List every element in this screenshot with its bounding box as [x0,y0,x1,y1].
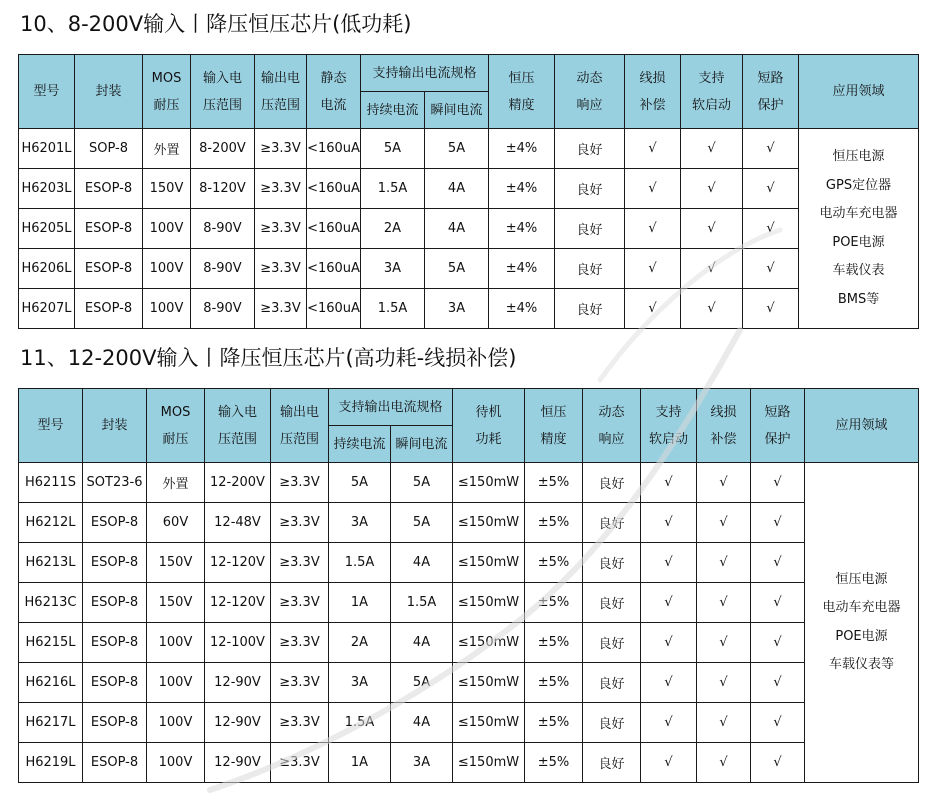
table-cell: <160uA [307,209,361,249]
table-cell: 1.5A [329,703,391,743]
table-cell: 外置 [143,129,191,169]
table-cell: H6207L [19,289,75,329]
table-cell: 2A [361,209,425,249]
header-accuracy-l1: 恒压 [508,70,535,86]
header-line-comp [625,55,681,129]
table-cell: 4A [425,209,489,249]
table-cell: 3A [361,249,425,289]
header-mos [143,55,191,129]
table-cell: 5A [391,503,453,543]
application-item: 电动车充电器 [822,600,901,615]
table-cell: ≥3.3V [271,623,329,663]
table-cell: 100V [143,209,191,249]
table-cell: ≤150mW [453,503,525,543]
header-package: 封装 [83,389,147,463]
table-cell: 良好 [555,249,625,289]
header-application: 应用领域 [799,55,919,129]
table-cell: H6216L [19,663,83,703]
header-model: 型号 [19,55,75,129]
application-cell [799,129,919,329]
table-cell: √ [625,289,681,329]
table-cell: 良好 [555,289,625,329]
spec-table-1 [18,54,919,329]
table-cell: 3A [329,663,391,703]
table-cell: ±5% [525,623,583,663]
header-mos [147,389,205,463]
table-1-body [19,129,919,329]
table-cell: 60V [147,503,205,543]
table-cell: H6213L [19,543,83,583]
table-cell: 100V [143,289,191,329]
header-current-group: 支持输出电流规格 [329,389,453,426]
table-cell: ESOP-8 [75,169,143,209]
header-vin-l1: 输入电 [217,404,257,420]
table-cell: √ [743,209,799,249]
header-standby-l2: 功耗 [475,431,502,447]
table-cell: H6217L [19,703,83,743]
table-row [19,503,919,543]
header-package: 封装 [75,55,143,129]
table-cell: SOT23-6 [83,463,147,503]
table-row [19,209,919,249]
table-cell: ≤150mW [453,463,525,503]
application-item: GPS定位器 [825,177,892,193]
table-cell: <160uA [307,169,361,209]
table-cell: 良好 [555,209,625,249]
table-cell: 良好 [583,503,641,543]
table-cell: ≥3.3V [255,129,307,169]
table-cell: ≤150mW [453,743,525,783]
table-cell: <160uA [307,289,361,329]
header-line-comp-l2: 补偿 [710,431,737,447]
header-short-l1: 短路 [764,404,791,420]
header-short [751,389,805,463]
table-cell: ±5% [525,463,583,503]
table-cell: 4A [391,623,453,663]
table-cell: ≥3.3V [271,743,329,783]
table-cell: 100V [143,249,191,289]
header-vout-l2: 压范围 [260,97,300,113]
header-dynamic-l2: 响应 [598,431,625,447]
header-soft-start-l2: 软启动 [692,97,732,113]
header-current-group: 支持输出电流规格 [361,55,489,92]
table-cell: √ [625,249,681,289]
table-cell: √ [751,543,805,583]
table-cell: √ [743,129,799,169]
header-short [743,55,799,129]
table-cell: 5A [361,129,425,169]
section-1-title: 10、8-200V输入丨降压恒压芯片(低功耗) [20,12,412,36]
header-application: 应用领域 [805,389,919,463]
application-cell [805,463,919,783]
table-cell: √ [697,703,751,743]
table-cell: <160uA [307,249,361,289]
table-cell: H6206L [19,249,75,289]
application-item: 电动车充电器 [819,206,898,221]
header-standby [453,389,525,463]
table-cell: ±4% [489,129,555,169]
table-cell: √ [751,703,805,743]
table-cell: 良好 [583,543,641,583]
table-cell: H6215L [19,623,83,663]
table-cell: 12-90V [205,703,271,743]
table-cell: ≥3.3V [255,169,307,209]
table-cell: ≥3.3V [255,249,307,289]
table-cell: 8-90V [191,249,255,289]
table-cell: √ [681,249,743,289]
table-cell: 12-100V [205,623,271,663]
header-accuracy-l1: 恒压 [540,404,567,420]
table-cell: SOP-8 [75,129,143,169]
table-cell: ≥3.3V [271,463,329,503]
table-row [19,583,919,623]
table-cell: 8-120V [191,169,255,209]
header-accuracy-l2: 精度 [540,431,567,447]
table-cell: ≤150mW [453,583,525,623]
table-cell: 良好 [583,623,641,663]
table-cell: 5A [391,663,453,703]
table-cell: 4A [425,169,489,209]
table-cell: 3A [391,743,453,783]
table-cell: √ [641,703,697,743]
table-cell: 100V [147,743,205,783]
header-soft-start-l1: 支持 [655,404,682,420]
header-vout [255,55,307,129]
table-cell: 100V [147,623,205,663]
table-cell: √ [681,169,743,209]
header-accuracy [525,389,583,463]
table-cell: √ [751,663,805,703]
table-cell: 8-90V [191,289,255,329]
header-iq-l1: 静态 [320,70,347,86]
table-row [19,703,919,743]
table-cell: ≥3.3V [271,583,329,623]
table-cell: 1.5A [391,583,453,623]
table-cell: H6201L [19,129,75,169]
table-cell: 12-90V [205,663,271,703]
header-short-l2: 保护 [764,431,791,447]
table-2-body [19,463,919,783]
table-cell: √ [697,503,751,543]
table-row [19,743,919,783]
header-accuracy [489,55,555,129]
table-cell: ESOP-8 [83,503,147,543]
table-cell: ±4% [489,169,555,209]
table-cell: ESOP-8 [83,663,147,703]
table-cell: 5A [425,249,489,289]
header-mos-l1: MOS [160,404,191,420]
table-cell: 100V [147,703,205,743]
table-cell: √ [681,129,743,169]
header-vin [191,55,255,129]
table-cell: 1.5A [329,543,391,583]
table-cell: √ [743,169,799,209]
header-dynamic-l2: 响应 [576,97,603,113]
header-mos-l2: 耐压 [153,97,180,113]
table-cell: ≥3.3V [255,209,307,249]
table-row [19,289,919,329]
header-mos-l1: MOS [151,70,182,86]
table-cell: H6203L [19,169,75,209]
table-cell: 5A [329,463,391,503]
table-cell: √ [697,623,751,663]
table-cell: 良好 [583,663,641,703]
header-mos-l2: 耐压 [162,431,189,447]
table-cell: ESOP-8 [83,543,147,583]
header-vout-l1: 输出电 [279,404,319,420]
header-short-l2: 保护 [757,97,784,113]
table-cell: 5A [391,463,453,503]
table-cell: √ [641,623,697,663]
table-cell: ≥3.3V [271,503,329,543]
table-cell: ≥3.3V [271,543,329,583]
table-cell: √ [641,463,697,503]
header-accuracy-l2: 精度 [508,97,535,113]
application-item: BMS等 [837,291,880,307]
table-cell: √ [641,503,697,543]
table-cell: <160uA [307,129,361,169]
table-cell: 12-120V [205,543,271,583]
table-row [19,663,919,703]
table-cell: √ [751,583,805,623]
table-cell: 150V [147,583,205,623]
table-cell: 8-200V [191,129,255,169]
table-cell: 良好 [583,463,641,503]
table-cell: 150V [147,543,205,583]
header-soft-start [681,55,743,129]
table-cell: 100V [147,663,205,703]
table-cell: ±4% [489,209,555,249]
table-row [19,623,919,663]
table-cell: √ [697,463,751,503]
table-cell: √ [751,743,805,783]
table-cell: 外置 [147,463,205,503]
header-vout-l2: 压范围 [279,431,319,447]
application-item: 恒压电源 [835,571,888,587]
table-cell: √ [625,209,681,249]
table-cell: ESOP-8 [75,249,143,289]
table-cell: 良好 [583,743,641,783]
table-cell: 2A [329,623,391,663]
table-cell: √ [641,543,697,583]
header-iq-l2: 电流 [320,97,347,113]
table-cell: √ [697,663,751,703]
table-row [19,169,919,209]
table-cell: √ [697,583,751,623]
application-item: POE电源 [832,234,885,250]
table-cell: √ [681,209,743,249]
table-cell: 12-48V [205,503,271,543]
table-cell: √ [751,623,805,663]
table-cell: ≥3.3V [255,289,307,329]
table-cell: H6205L [19,209,75,249]
table-cell: ±5% [525,543,583,583]
header-standby-l1: 待机 [475,404,502,420]
table-cell: ±4% [489,289,555,329]
table-cell: 4A [391,543,453,583]
table-cell: ±5% [525,503,583,543]
table-cell: 良好 [583,583,641,623]
table-cell: 1A [329,583,391,623]
table-cell: ESOP-8 [83,583,147,623]
header-line-comp [697,389,751,463]
table-row [19,543,919,583]
table-cell: ≤150mW [453,703,525,743]
table-row [19,463,919,503]
table-cell: ≤150mW [453,543,525,583]
table-cell: √ [641,663,697,703]
table-cell: H6219L [19,743,83,783]
header-peak: 瞬间电流 [425,92,489,129]
table-cell: √ [641,743,697,783]
table-cell: √ [697,743,751,783]
table-cell: ESOP-8 [75,209,143,249]
table-cell: ≥3.3V [271,663,329,703]
table-cell: H6212L [19,503,83,543]
header-peak: 瞬间电流 [391,426,453,463]
header-model: 型号 [19,389,83,463]
header-dynamic [583,389,641,463]
header-soft-start-l2: 软启动 [649,431,689,447]
table-cell: ESOP-8 [83,703,147,743]
header-dynamic-l1: 动态 [598,404,625,420]
table-cell: ≤150mW [453,623,525,663]
table-cell: 12-120V [205,583,271,623]
header-vout-l1: 输出电 [260,70,300,86]
header-soft-start-l1: 支持 [698,70,725,86]
header-line-comp-l1: 线损 [710,404,737,420]
header-line-comp-l1: 线损 [639,70,666,86]
table-cell: 5A [425,129,489,169]
header-short-l1: 短路 [757,70,784,86]
header-vout [271,389,329,463]
table-row [19,129,919,169]
table-cell: √ [681,289,743,329]
table-cell: ±5% [525,743,583,783]
table-cell: 12-200V [205,463,271,503]
header-continuous: 持续电流 [361,92,425,129]
header-dynamic [555,55,625,129]
table-row [19,249,919,289]
table-cell: √ [751,503,805,543]
table-cell: √ [743,289,799,329]
header-vin-l1: 输入电 [202,70,242,86]
table-cell: 良好 [555,169,625,209]
header-continuous: 持续电流 [329,426,391,463]
table-cell: ±4% [489,249,555,289]
table-cell: H6213C [19,583,83,623]
header-dynamic-l1: 动态 [576,70,603,86]
table-cell: 4A [391,703,453,743]
table-cell: √ [751,463,805,503]
header-vin [205,389,271,463]
table-cell: ±5% [525,583,583,623]
spec-table-2 [18,388,919,783]
table-cell: H6211S [19,463,83,503]
table-cell: ≤150mW [453,663,525,703]
table-cell: 12-90V [205,743,271,783]
table-cell: 1.5A [361,289,425,329]
table-cell: √ [625,129,681,169]
application-item: 恒压电源 [832,149,885,164]
table-cell: 1.5A [361,169,425,209]
table-cell: 1A [329,743,391,783]
table-cell: 3A [425,289,489,329]
application-item: 车载仪表等 [829,657,895,672]
table-cell: √ [625,169,681,209]
section-2-title: 11、12-200V输入丨降压恒压芯片(高功耗-线损补偿) [20,346,517,370]
header-vin-l2: 压范围 [202,97,242,113]
table-cell: √ [697,543,751,583]
table-cell: 3A [329,503,391,543]
table-cell: ESOP-8 [75,289,143,329]
header-iq [307,55,361,129]
table-cell: ESOP-8 [83,623,147,663]
table-cell: ±5% [525,703,583,743]
table-cell: ≥3.3V [271,703,329,743]
table-cell: 良好 [555,129,625,169]
table-cell: 150V [143,169,191,209]
table-cell: √ [743,249,799,289]
table-cell: ±5% [525,663,583,703]
header-line-comp-l2: 补偿 [639,97,666,113]
header-vin-l2: 压范围 [217,431,257,447]
application-item: POE电源 [835,628,888,644]
table-cell: √ [641,583,697,623]
header-soft-start [641,389,697,463]
application-item: 车载仪表 [832,263,885,278]
table-cell: 8-90V [191,209,255,249]
table-cell: ESOP-8 [83,743,147,783]
table-cell: 良好 [583,703,641,743]
